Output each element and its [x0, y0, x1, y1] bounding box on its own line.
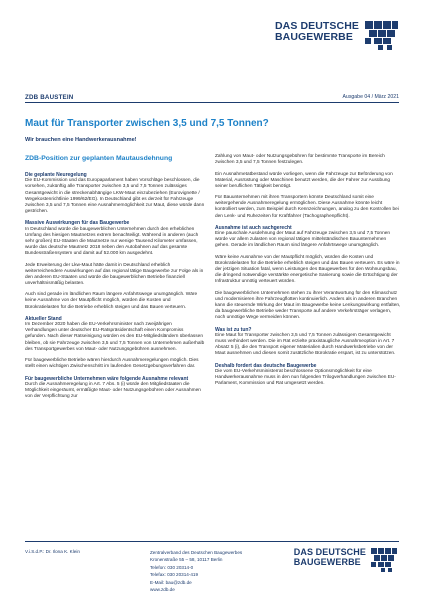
paragraph: In Deutschland würde die baugewerblichen Unternehmen durch den erheblichen Umfang des hiesigen Mautnetzes extrem benachteiligt. Während in anderen (auch sehr großen) EU-Staaten die Mautnetze nur wenige Tausend Kilometer umfassen, wurde das deutsche Mautnetz 2018 neben den Autobahnen auf das gesamte Bundesstraßensystem und damit auf 52.000 km ausgedehnt.: [25, 226, 199, 257]
page-title: Maut für Transporter zwischen 3,5 und 7,5 Tonnen?: [25, 118, 269, 129]
logo-mark-icon: [365, 21, 399, 53]
paragraph: Eine pauschale Ausdehnung der Maut auf Fahrzeuge zwischen 3,5 und 7,5 Tonnen würde vor allem zulasten von regional tätigen mittelständischen Bauunternehmen gehen. Gerade im ländlichen Raum sind längere Anfahrtswege unumgänglich.: [215, 231, 390, 249]
section-heading: Massive Auswirkungen für das Baugewerbe: [25, 220, 130, 227]
footer-logo: [294, 548, 399, 574]
page-subtitle: Wir brauchen eine Handwerkerausnahme!: [25, 137, 137, 143]
column-right: [215, 154, 401, 393]
header-label: ZDB BAUSTEIN: [25, 94, 74, 101]
paragraph: Die vom EU-Verkehrsministerrat beschlossene Optionsmöglichkeit für eine Handwerkerausnahme muss in den nun folgenden Trilogverhandlungen zwischen EU-Parlament, Kommission und Rat umgesetzt werden.: [215, 368, 396, 387]
footer-web-link[interactable]: www.zdb.de: [150, 587, 175, 593]
column-left: [25, 167, 205, 406]
paragraph: Ein Ausnahmetatbestand würde vorliegen, wenn die Fahrzeuge zur Beförderung von Material, Ausrüstung oder Maschinen benutzt werden, die der Fahrer zur Ausübung seiner beruflichen Tätigkeit benötigt.: [215, 171, 393, 189]
section-heading: Deshalb fordert das deutsche Baugewerbe: [215, 362, 317, 369]
paragraph: Die baugewerblichen Unternehmen stehen zu ihrer Verantwortung für den Klimaschutz und modernisieren ihre Fahrzeugflotten kontinuierlich. Anders als in anderen Branchen kann die steuernde Wirkung der Maut im Baugewerbe keine Lenkungswirkung entfalten, da baugewerbliche Betriebe weder Transporte auf andere Verkehrsträger verlagern, noch unnötige Wege vermeiden können.: [215, 290, 401, 321]
footer-fax: Telefax: 030 20314-419: [150, 572, 199, 578]
section-heading: Die geplante Neuregelung: [25, 172, 87, 178]
issue-label: Ausgabe 04 / März 2021: [342, 94, 399, 100]
paragraph: Auch sind gerade im ländlichen Raum längere Anfahrtswege unumgänglich. Wäre keine Ausnahme von der Mautpflicht möglich, würden die Kosten und Bürokratielasten für die Betriebe erheblich steigen und das Bauen verteuern.: [25, 292, 198, 310]
section-heading: Was ist zu tun?: [215, 326, 252, 333]
paragraph: Wäre keine Ausnahme von der Mautpflicht möglich, würden die Kosten und Bürokratielasten für die Betriebe erheblich steigen und das Bauen verteuern. Es wäre in der jetzigen Situation fatal, wenn Leistungen des Baugewerbes für den Wohnungsbau, die dringend notwendige verstärkte energetische Sanierung sowie die Ertüchtigung der Infrastruktur unnötig verteuert würden.: [215, 254, 400, 285]
paragraph: Eine Maut für Transporter zwischen 3,5 und 7,5 Tonnen zulässigem Gesamtgewicht muss verhindert werden. Die im Rat erzielte praxistaugliche Ausnahmeoption in Art. 7 Absatz 5 (i), die den Transport eigener Materialien durch Handwerksbetriebe von der Maut ausnehmen und diesen somit zusätzliche Bürokratie erspart, ist zu unterstützen.: [215, 332, 396, 357]
paragraph: Für Bauunternehmen mit ihren Transportern könnte Deutschland somit eine weitergehende Ausnahmeregelung ermöglichen. Diese Ausnahme könnte leicht kontrolliert werden, zum Beispiel durch Kennzeichnungen, analog zu den Kontrollen bei den Lenk- und Ruhezeiten für Kraftfahrer (Tachographenpflicht).: [215, 195, 399, 219]
header-logo: [275, 21, 399, 53]
paragraph: Durch die Ausnahmeregelung in Art. 7 Abs. 5 (i) würde den Mitgliedstaaten die Möglichkeit eingeräumt, ermäßigte Maut- oder Nutzungsgebühren oder Ausnahmen von der Verpflichtung zur: [25, 381, 201, 400]
paragraph: Im Dezember 2020 haben die EU-Verkehrsminister nach zweijährigen Verhandlungen unter deutscher EU-Ratspräsidentschaft einen Kompromiss gefunden. Nach dieser Ratseinigung würden es den EU-Mitgliedsländern überlassen bleiben, ob sie Fahrzeuge zwischen 3,5 und 7,5 Tonnen von Unternehmen außerhalb des Transportgewerbes von Maut- oder Nutzungsgebühren ausnehmen.: [25, 322, 205, 352]
footer-phone: Telefon: 030 20314-0: [150, 564, 194, 570]
footer-logo-line1: DAS DEUTSCHE: [293, 547, 366, 557]
paragraph: Zahlung von Maut- oder Nutzungsgebühren für bestimmte Transporte im Bereich zwischen 3,5 und 7,5 Tonnen festzulegen.: [215, 154, 385, 166]
logo-line1: DAS DEUTSCHE: [274, 20, 359, 32]
paragraph: Die EU-Kommission und das Europaparlament haben Vorschläge beschlossen, die vorsehen, zukünftig alle Transporter zwischen 3,5 und 7,5 Tonnen zulässiges Gesamtgewicht in die streckenabhängige LKW-Maut einzubeziehen (Eurovignette / Wegekostenrichtlinie 1999/62/EG). In Deutschland gibt es derzeit für Fahrzeuge zwischen 3,5 und 7,5 Tonnen eine Ausnahmemöglichkeit zur Maut, diese würde dann gestrichen.: [25, 178, 205, 214]
footer-org: Zentralverband des Deutschen Baugewerbes: [150, 550, 243, 555]
footer-address: Kronenstraße 55 – 58, 10117 Berlin: [150, 557, 223, 563]
paragraph: Jede Erweiterung der Lkw-Maut hätte damit in Deutschland erheblich weiterreichendere Auswirkungen auf das regional tätige Baugewerbe zur Folge als in den anderen EU-Staaten und würde die baugewerblichen Betriebe finanziell unverhältnismäßig belasten.: [25, 262, 204, 286]
footer-logo-line2: BAUGEWERBE: [293, 556, 361, 567]
footer-email-link[interactable]: E-Mail: bau@zdb.de: [150, 579, 192, 585]
paragraph: Für baugewerbliche Betriebe wären hierdurch Ausnahmeregelungen möglich. Dies stellt einen wichtigen Zwischenschritt im laufenden Gesetzgebungsverfahren dar.: [25, 358, 199, 370]
logo-line2: BAUGEWERBE: [274, 30, 353, 43]
footer-logo-mark-icon: [371, 548, 399, 574]
section-heading: Ausnahme ist auch sachgerecht: [215, 224, 292, 231]
footer-vsd: V.i.S.d.P.: Dr. Ilona K. Klein: [25, 549, 80, 554]
footer-divider: [25, 541, 399, 542]
position-heading: ZDB-Position zur geplanten Mautausdehnung: [25, 155, 173, 162]
section-heading: Für baugewerbliche Unternehmen wäre folgende Ausnahme relevant: [25, 375, 189, 382]
section-heading: Aktueller Stand: [25, 315, 62, 322]
footer-contact: [150, 549, 242, 593]
header-divider: [25, 102, 399, 103]
